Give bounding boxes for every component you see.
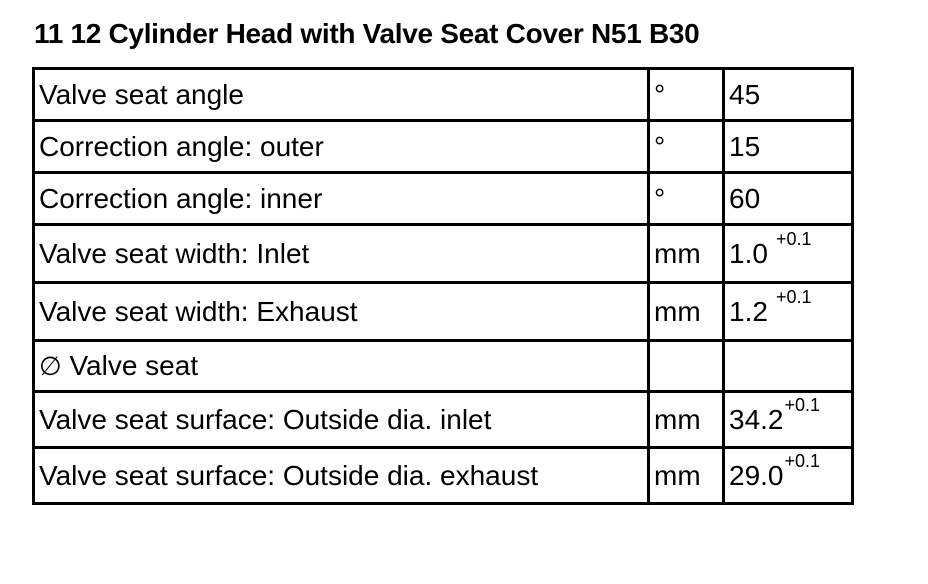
- value-number: 1.0: [729, 237, 768, 269]
- table-row: [34, 121, 853, 173]
- param-cell: Valve seat width: Inlet: [34, 225, 649, 283]
- value-cell: 15: [724, 121, 853, 173]
- param-cell: Valve seat surface: Outside dia. inlet: [34, 392, 649, 448]
- unit-cell: °: [649, 173, 724, 225]
- unit-cell: mm: [649, 283, 724, 341]
- unit-cell: mm: [649, 225, 724, 283]
- table-row: [34, 392, 853, 448]
- value-cell: [724, 448, 853, 504]
- value-cell: 60: [724, 173, 853, 225]
- unit-cell: mm: [649, 448, 724, 504]
- unit-cell: °: [649, 121, 724, 173]
- value-number: 1.2: [729, 295, 768, 327]
- spec-table: [32, 67, 854, 505]
- table-row: [34, 173, 853, 225]
- tolerance-superscript: +0.1: [784, 450, 821, 471]
- tolerance-superscript: +0.1: [775, 228, 812, 249]
- value-number: 29.0: [729, 459, 784, 491]
- value-number: 34.2: [729, 403, 784, 435]
- table-row: [34, 341, 853, 392]
- param-cell: Valve seat angle: [34, 69, 649, 121]
- param-cell: Valve seat width: Exhaust: [34, 283, 649, 341]
- unit-cell: [649, 341, 724, 392]
- value-cell: [724, 225, 853, 283]
- param-cell: Valve seat surface: Outside dia. exhaust: [34, 448, 649, 504]
- table-row: [34, 283, 853, 341]
- value-cell: 45: [724, 69, 853, 121]
- param-label: Valve seat: [69, 350, 199, 381]
- diameter-icon: ∅: [39, 351, 62, 381]
- unit-cell: °: [649, 69, 724, 121]
- param-cell: Correction angle: outer: [34, 121, 649, 173]
- page-title: 11 12 Cylinder Head with Valve Seat Cover N51 B30: [34, 18, 700, 49]
- value-cell: [724, 341, 853, 392]
- table-row: [34, 69, 853, 121]
- value-cell: [724, 392, 853, 448]
- unit-cell: mm: [649, 392, 724, 448]
- table-row: [34, 225, 853, 283]
- param-cell: [34, 341, 649, 392]
- table-row: [34, 448, 853, 504]
- tolerance-superscript: +0.1: [784, 394, 821, 415]
- param-cell: Correction angle: inner: [34, 173, 649, 225]
- value-cell: [724, 283, 853, 341]
- tolerance-superscript: +0.1: [775, 286, 812, 307]
